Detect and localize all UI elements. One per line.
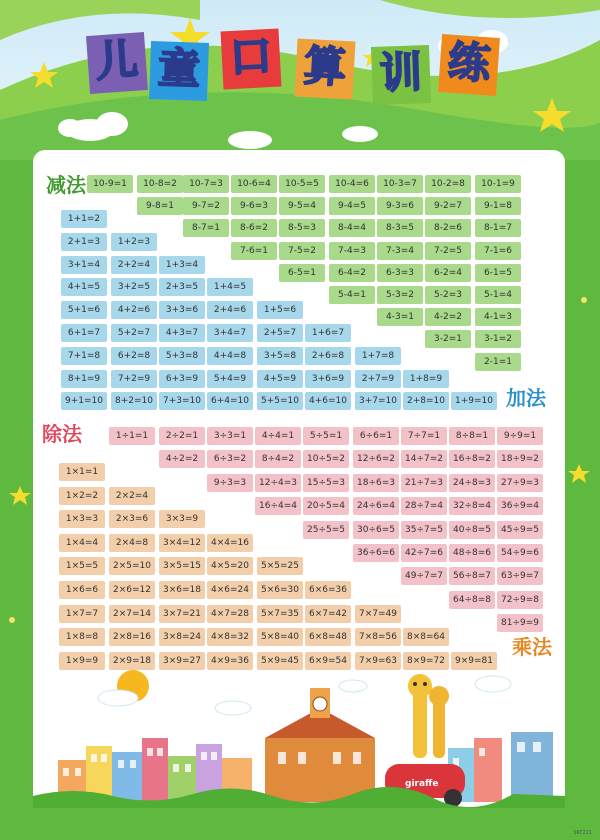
title-block-1 [149,41,209,101]
title-char: 训 [379,47,423,98]
multiplication-cell: 4×6=24 [207,581,253,599]
subtraction-cell: 9-4=5 [329,197,375,215]
subtraction-cell: 7-4=3 [329,242,375,260]
multiplication-cell: 1×8=8 [59,628,105,646]
subtraction-cell: 9-7=2 [183,197,229,215]
division-cell: 16÷8=2 [449,450,495,468]
multiplication-cell: 2×5=10 [109,557,155,575]
giraffe-icon [408,674,449,758]
addition-cell: 2+5=7 [257,324,303,342]
addition-cell: 1+4=5 [207,278,253,296]
addition-cell: 2+1=3 [61,233,107,251]
multiplication-cell: 4×4=16 [207,534,253,552]
division-cell: 30÷6=5 [353,521,399,539]
title-block-4 [371,45,431,105]
subtraction-cell: 4-3=1 [377,308,423,326]
division-cell: 10÷5=2 [303,450,349,468]
multiplication-cell: 5×5=25 [257,557,303,575]
division-cell: 9÷3=3 [207,474,253,492]
multiplication-cell: 6×7=42 [305,605,351,623]
addition-cell: 8+2=10 [111,392,157,410]
addition-cell: 1+9=10 [451,392,497,410]
subtraction-cell: 6-5=1 [279,264,325,282]
addition-cell: 3+3=6 [159,301,205,319]
addition-cell: 1+1=2 [61,210,107,228]
addition-cell: 4+3=7 [159,324,205,342]
division-cell: 12÷4=3 [255,474,301,492]
brand-label: giraffe [405,779,439,789]
subtraction-cell: 6-2=4 [425,264,471,282]
addition-cell: 1+3=4 [159,256,205,274]
addition-cell: 2+7=9 [355,370,401,388]
subtraction-cell: 10-4=6 [329,175,375,193]
title-char: 口 [228,30,274,83]
multiplication-cell: 4×5=20 [207,557,253,575]
subtraction-cell: 4-2=2 [425,308,471,326]
subtraction-cell: 5-1=4 [475,286,521,304]
addition-cell: 1+2=3 [111,233,157,251]
subtraction-cell: 6-3=3 [377,264,423,282]
division-cell: 12÷6=2 [353,450,399,468]
addition-cell: 3+4=7 [207,324,253,342]
multiplication-cell: 7×7=49 [355,605,401,623]
title-block-0 [86,32,148,94]
subtraction-cell: 7-1=6 [475,242,521,260]
division-cell: 27÷9=3 [497,474,543,492]
multiplication-cell: 3×8=24 [159,628,205,646]
division-cell: 56÷8=7 [449,567,495,585]
division-cell: 15÷5=3 [303,474,349,492]
addition-cell: 1+7=8 [355,347,401,365]
multiplication-cell: 2×9=18 [109,652,155,670]
division-cell: 63÷9=7 [497,567,543,585]
subtraction-cell: 10-6=4 [231,175,277,193]
addition-cell: 2+8=10 [403,392,449,410]
multiplication-cell: 1×6=6 [59,581,105,599]
subtraction-cell: 10-5=5 [279,175,325,193]
subtraction-cell: 6-1=5 [475,264,521,282]
multiplication-cell: 1×1=1 [59,463,105,481]
subtraction-cell: 4-1=3 [475,308,521,326]
division-cell: 64÷8=8 [449,591,495,609]
multiplication-cell: 3×4=12 [159,534,205,552]
addition-cell: 6+1=7 [61,324,107,342]
division-cell: 18÷9=2 [497,450,543,468]
multiplication-cell: 6×8=48 [305,628,351,646]
addition-cell: 6+2=8 [111,347,157,365]
division-cell: 24÷8=3 [449,474,495,492]
subtraction-cell: 3-1=2 [475,330,521,348]
division-cell: 32÷8=4 [449,497,495,515]
subtraction-cell: 6-4=2 [329,264,375,282]
division-cell: 54÷9=6 [497,544,543,562]
subtraction-cell: 9-3=6 [377,197,423,215]
town-scenery [33,668,565,808]
title-char: 算 [302,40,348,93]
multiplication-cell: 1×4=4 [59,534,105,552]
division-cell: 24÷6=4 [353,497,399,515]
division-cell: 40÷8=5 [449,521,495,539]
subtraction-cell: 10-8=2 [137,175,183,193]
addition-cell: 8+1=9 [61,370,107,388]
subtraction-cell: 7-2=5 [425,242,471,260]
subtraction-cell: 7-5=2 [279,242,325,260]
product-code: SKT221 [573,830,592,836]
multiplication-cell: 2×7=14 [109,605,155,623]
addition-cell: 6+4=10 [207,392,253,410]
title-char: 练 [446,36,492,89]
multiplication-cell: 7×8=56 [355,628,401,646]
addition-cell: 4+1=5 [61,278,107,296]
subtraction-cell: 10-9=1 [87,175,133,193]
title-char: 儿 [94,34,140,87]
multiplication-cell: 4×7=28 [207,605,253,623]
divide-label: 除法 [42,422,82,446]
subtraction-cell: 8-2=6 [425,219,471,237]
division-cell: 3÷3=1 [207,427,253,445]
subtraction-cell: 9-8=1 [137,197,183,215]
multiplication-cell: 3×7=21 [159,605,205,623]
addition-cell: 3+7=10 [355,392,401,410]
multiplication-cell: 1×2=2 [59,487,105,505]
addition-cell: 5+3=8 [159,347,205,365]
subtraction-cell: 9-5=4 [279,197,325,215]
division-cell: 72÷9=8 [497,591,543,609]
addition-cell: 4+2=6 [111,301,157,319]
subtraction-cell: 8-7=1 [183,219,229,237]
addition-cell: 4+5=9 [257,370,303,388]
addition-cell: 3+2=5 [111,278,157,296]
multiplication-cell: 5×9=45 [257,652,303,670]
addition-cell: 7+1=8 [61,347,107,365]
division-cell: 36÷9=4 [497,497,543,515]
division-cell: 25÷5=5 [303,521,349,539]
division-cell: 36÷6=6 [353,544,399,562]
division-cell: 14÷7=2 [401,450,447,468]
addition-cell: 3+1=4 [61,256,107,274]
division-cell: 6÷3=2 [207,450,253,468]
multiplication-cell: 5×7=35 [257,605,303,623]
addition-cell: 2+3=5 [159,278,205,296]
addition-cell: 5+4=9 [207,370,253,388]
addition-cell: 7+3=10 [159,392,205,410]
division-cell: 49÷7=7 [401,567,447,585]
subtraction-cell: 7-3=4 [377,242,423,260]
subtraction-cell: 10-7=3 [183,175,229,193]
multiplication-cell: 8×8=64 [403,628,449,646]
addition-cell: 2+2=4 [111,256,157,274]
division-cell: 2÷2=1 [159,427,205,445]
division-cell: 8÷8=1 [449,427,495,445]
division-cell: 4÷2=2 [159,450,205,468]
addition-cell: 5+5=10 [257,392,303,410]
subtraction-cell: 2-1=1 [475,353,521,371]
multiplication-cell: 8×9=72 [403,652,449,670]
multiplication-cell: 3×6=18 [159,581,205,599]
addition-cell: 1+5=6 [257,301,303,319]
multiplication-cell: 9×9=81 [451,652,497,670]
addition-cell: 7+2=9 [111,370,157,388]
division-cell: 42÷7=6 [401,544,447,562]
division-cell: 21÷7=3 [401,474,447,492]
division-cell: 4÷4=1 [255,427,301,445]
division-cell: 6÷6=1 [353,427,399,445]
multiplication-cell: 1×5=5 [59,557,105,575]
subtraction-cell: 9-2=7 [425,197,471,215]
title-block-3 [295,39,356,100]
division-cell: 81÷9=9 [497,614,543,632]
subtraction-cell: 3-2=1 [425,330,471,348]
subtraction-cell: 8-1=7 [475,219,521,237]
multiplication-cell: 2×6=12 [109,581,155,599]
subtraction-cell: 7-6=1 [231,242,277,260]
division-cell: 1÷1=1 [109,427,155,445]
multiply-label: 乘法 [512,635,552,659]
addition-cell: 1+8=9 [403,370,449,388]
multiplication-cell: 1×3=3 [59,510,105,528]
subtraction-cell: 10-1=9 [475,175,521,193]
division-cell: 5÷5=1 [303,427,349,445]
subtraction-cell: 5-3=2 [377,286,423,304]
title-block-5 [438,34,500,96]
multiplication-cell: 6×6=36 [305,581,351,599]
addition-cell: 3+6=9 [305,370,351,388]
multiplication-cell: 3×5=15 [159,557,205,575]
multiplication-cell: 6×9=54 [305,652,351,670]
add-label: 加法 [506,386,546,410]
addition-cell: 2+4=6 [207,301,253,319]
division-cell: 16÷4=4 [255,497,301,515]
subtraction-cell: 10-3=7 [377,175,423,193]
title-char: 童 [157,43,201,94]
multiplication-cell: 2×2=4 [109,487,155,505]
subtraction-cell: 8-5=3 [279,219,325,237]
division-cell: 18÷6=3 [353,474,399,492]
multiplication-cell: 7×9=63 [355,652,401,670]
multiplication-cell: 3×3=9 [159,510,205,528]
addition-cell: 3+5=8 [257,347,303,365]
addition-cell: 4+4=8 [207,347,253,365]
title-block-2 [221,29,282,90]
addition-cell: 2+6=8 [305,347,351,365]
division-cell: 9÷9=1 [497,427,543,445]
addition-cell: 5+1=6 [61,301,107,319]
multiplication-cell: 2×3=6 [109,510,155,528]
multiplication-cell: 2×4=8 [109,534,155,552]
subtraction-cell: 8-6=2 [231,219,277,237]
multiplication-cell: 4×9=36 [207,652,253,670]
multiplication-cell: 4×8=32 [207,628,253,646]
subtraction-cell: 5-2=3 [425,286,471,304]
multiplication-cell: 5×8=40 [257,628,303,646]
subtraction-cell: 5-4=1 [329,286,375,304]
division-cell: 45÷9=5 [497,521,543,539]
multiplication-cell: 1×7=7 [59,605,105,623]
subtraction-cell: 9-1=8 [475,197,521,215]
division-cell: 28÷7=4 [401,497,447,515]
division-cell: 48÷8=6 [449,544,495,562]
multiplication-cell: 2×8=16 [109,628,155,646]
division-cell: 35÷7=5 [401,521,447,539]
subtraction-cell: 8-4=4 [329,219,375,237]
addition-cell: 9+1=10 [61,392,107,410]
addition-cell: 4+6=10 [305,392,351,410]
subtraction-cell: 10-2=8 [425,175,471,193]
addition-cell: 6+3=9 [159,370,205,388]
division-cell: 7÷7=1 [401,427,447,445]
multiplication-cell: 1×9=9 [59,652,105,670]
multiplication-cell: 3×9=27 [159,652,205,670]
division-cell: 20÷5=4 [303,497,349,515]
subtraction-cell: 9-6=3 [231,197,277,215]
division-cell: 8÷4=2 [255,450,301,468]
addition-cell: 5+2=7 [111,324,157,342]
multiplication-cell: 5×6=30 [257,581,303,599]
subtract-label: 减法 [46,173,86,197]
subtraction-cell: 8-3=5 [377,219,423,237]
addition-cell: 1+6=7 [305,324,351,342]
